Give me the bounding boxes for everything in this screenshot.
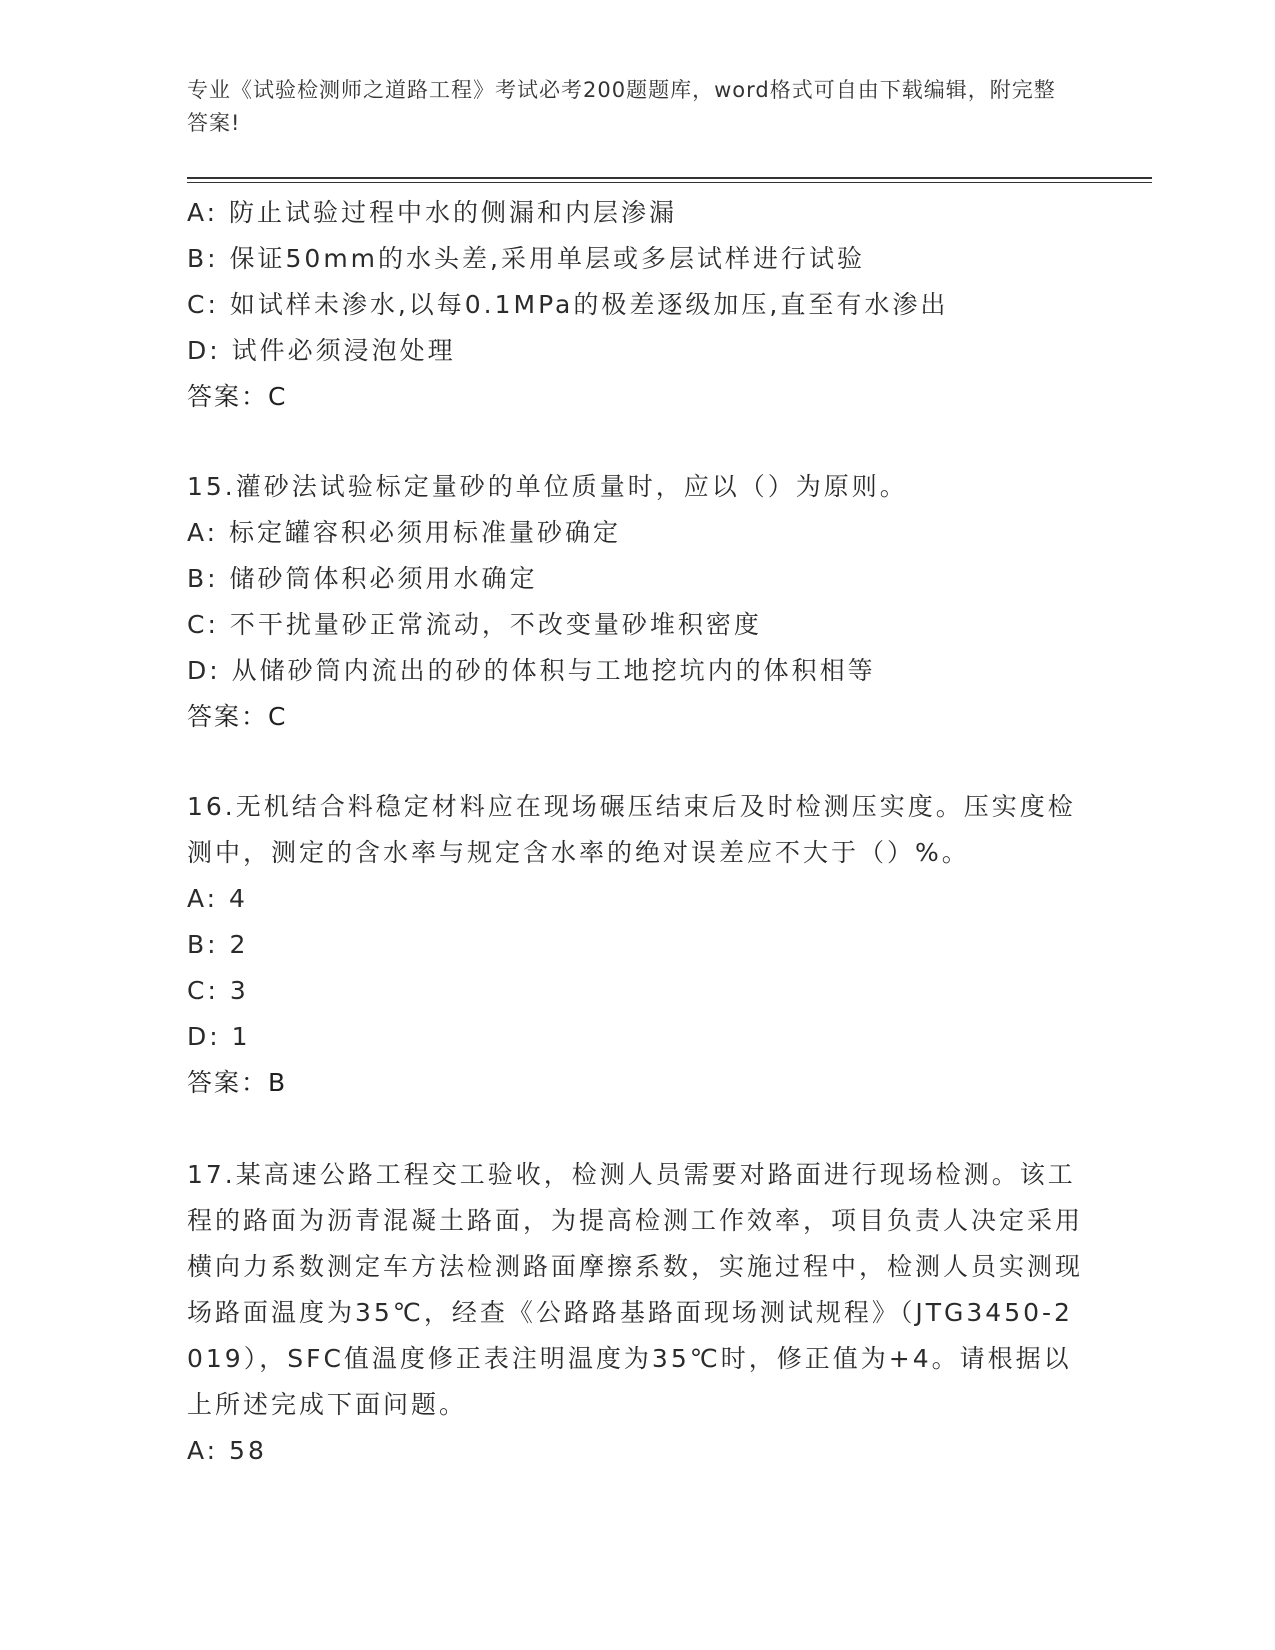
spacer <box>187 1106 1087 1152</box>
question-16 <box>187 784 1087 1106</box>
option-d: D: 从储砂筒内流出的砂的体积与工地挖坑内的体积相等 <box>187 656 876 685</box>
header-divider-thin <box>187 182 1152 183</box>
document-header <box>187 74 1067 140</box>
question-15 <box>187 464 1087 740</box>
answer: 答案：C <box>187 702 288 731</box>
option-d: D: 1 <box>187 1022 251 1051</box>
option-a: A: 4 <box>187 884 248 913</box>
question-text: 15.灌砂法试验标定量砂的单位质量时，应以（）为原则。 <box>187 472 908 501</box>
option-a: A: 防止试验过程中水的侧漏和内层渗漏 <box>187 198 678 227</box>
question-text: 16.无机结合料稳定材料应在现场碾压结束后及时检测压实度。压实度检测中，测定的含水率与规定含水率的绝对误差应不大于（）%。 <box>187 792 1076 867</box>
answer: 答案：C <box>187 382 288 411</box>
answer: 答案：B <box>187 1068 288 1097</box>
option-d: D: 试件必须浸泡处理 <box>187 336 456 365</box>
option-b: B: 保证50mm的水头差,采用单层或多层试样进行试验 <box>187 244 865 273</box>
header-divider <box>187 177 1152 179</box>
option-b: B: 储砂筒体积必须用水确定 <box>187 564 538 593</box>
question-text: 17.某高速公路工程交工验收，检测人员需要对路面进行现场检测。该工程的路面为沥青混凝土路面，为提高检测工作效率，项目负责人决定采用横向力系数测定车方法检测路面摩擦系数，实施过程中，检测人员实测现场路面温度为35℃，经查《公路路基路面现场测试规程》（JTG3450-2019），SFC值温度修正表注明温度为35℃时，修正值为+4。请根据以上所述完成下面问题。 <box>187 1160 1084 1419</box>
spacer <box>187 420 1087 464</box>
header-title: 专业《试验检测师之道路工程》考试必考200题题库，word格式可自由下载编辑，附完整答案! <box>187 78 1056 135</box>
question-17 <box>187 1152 1087 1474</box>
option-c: C: 不干扰量砂正常流动，不改变量砂堆积密度 <box>187 610 762 639</box>
question-list <box>187 190 1087 1474</box>
option-c: C: 如试样未渗水,以每0.1MPa的极差逐级加压,直至有水渗出 <box>187 290 949 319</box>
spacer <box>187 740 1087 784</box>
option-b: B: 2 <box>187 930 249 959</box>
question-14 <box>187 190 1087 420</box>
option-a: A: 58 <box>187 1436 267 1465</box>
option-a: A: 标定罐容积必须用标准量砂确定 <box>187 518 622 547</box>
option-c: C: 3 <box>187 976 249 1005</box>
